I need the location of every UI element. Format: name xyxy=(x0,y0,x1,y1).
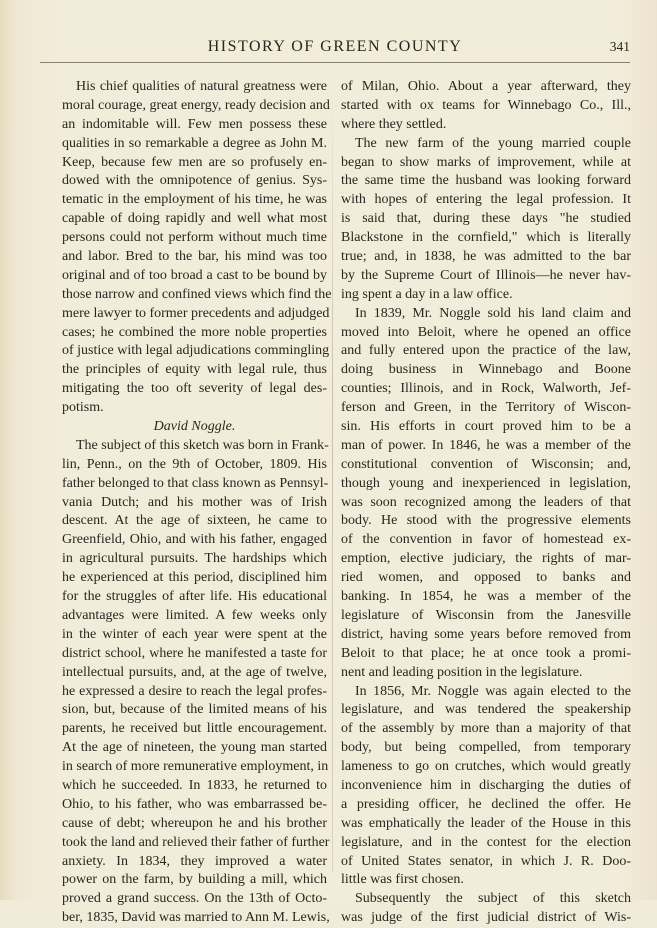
text-line: sin. His efforts in court proved him to be a xyxy=(341,419,631,435)
text-line: sion, but, because of the limited means of his xyxy=(62,702,327,718)
page-number: 341 xyxy=(609,39,630,54)
text-line: a presiding officer, he declined the offer. He xyxy=(341,796,631,812)
text-line: Beloit to that place; he at once took a promi- xyxy=(341,645,631,661)
text-line: man of power. In 1846, he was a member of the xyxy=(341,437,631,453)
text-line: took the land and relieved their father of further xyxy=(62,834,330,850)
text-line: proved a grand success. On the 13th of Octo- xyxy=(62,891,327,907)
header-rule xyxy=(40,62,630,63)
text-line: moral courage, great energy, ready decision and xyxy=(62,97,330,113)
text-line: anxiety. In 1834, they improved a water xyxy=(62,853,327,869)
text-line: in search of more remunerative employment, in xyxy=(62,759,329,775)
text-line: The subject of this sketch was born in Frank- xyxy=(76,437,329,453)
text-line: potism. xyxy=(62,400,104,416)
text-line: descent. At the age of sixteen, he came to xyxy=(62,513,327,529)
text-line: dowed with the omnipotence of genius. Sys- xyxy=(62,173,327,189)
text-line: he experienced at this period, disciplined him xyxy=(62,570,327,586)
text-line: district, having some years before removed from xyxy=(341,626,631,642)
text-line: was soon recognized among the leaders of that xyxy=(341,494,631,510)
text-line: banking. In 1854, he was a member of the xyxy=(341,589,631,605)
text-line: vania Dutch; and his mother was of Irish xyxy=(62,494,327,510)
text-line: In 1856, Mr. Noggle was again elected to the xyxy=(355,683,631,699)
text-line: in agricultural pursuits. The hardships which xyxy=(62,551,327,567)
text-line: nent and leading position in the legislature. xyxy=(341,664,583,680)
text-line: was judge of the first judicial district of Wis- xyxy=(341,910,631,926)
text-line: father belonged to that class known as Pennsyl- xyxy=(62,475,329,491)
text-line: by the Supreme Court of Illinois—he never hav- xyxy=(341,267,631,283)
text-line: of United States senator, in which J. R. Doo- xyxy=(341,853,631,869)
text-line: advantages were limited. A few weeks only xyxy=(62,607,327,623)
text-line: constitutional convention of Wisconsin; and, xyxy=(341,456,631,472)
text-line: Keep, because few men are so profusely en- xyxy=(62,154,327,170)
text-line: little was first chosen. xyxy=(341,872,464,888)
text-line: of justice with legal adjudications commingling xyxy=(62,343,330,359)
left-column xyxy=(62,78,332,928)
text-line: legislature, and in the contest for the election xyxy=(341,834,631,850)
text-line: district school, where he manifested a taste for xyxy=(62,645,327,661)
text-line: body, but being compelled, from temporary xyxy=(341,740,631,756)
text-line: of the convention in favor of homestead ex- xyxy=(341,532,631,548)
column-divider xyxy=(332,82,333,872)
text-line: cause of debt; whereupon he and his brother xyxy=(62,815,327,831)
text-line: was emphatically the leader of the House in this xyxy=(341,815,631,831)
text-line: mitigating the too oft severity of legal des- xyxy=(62,381,327,397)
text-line: ferson and Green, in the Territory of Wiscon- xyxy=(341,400,631,416)
text-line: legislature of Wisconsin from the Janesville xyxy=(341,607,631,623)
text-line: where they settled. xyxy=(341,116,447,132)
section-heading: David Noggle. xyxy=(153,419,236,435)
text-line: intellectual pursuits, and, at the age of twelve, xyxy=(62,664,327,680)
text-line: of Milan, Ohio. About a year afterward, they xyxy=(341,79,631,94)
text-line: The new farm of the young married couple xyxy=(355,135,631,151)
text-line: legislature, and was tendered the speakership xyxy=(341,702,631,718)
text-line: ried women, and opposed to banks and xyxy=(341,570,631,586)
text-line: true; and, in 1838, he was admitted to the bar xyxy=(341,249,631,265)
text-line: counties; Illinois, and in Rock, Walworth, Jef- xyxy=(341,381,631,397)
text-line: which he succeeded. In 1833, he returned to xyxy=(62,777,327,793)
text-line: started with ox teams for Winnebago Co., Ill., xyxy=(341,97,631,113)
text-line: moved into Beloit, where he opened an office xyxy=(341,324,631,340)
text-line: is said that, during these days "he studied xyxy=(341,211,631,227)
text-line: Subsequently the subject of this sketch xyxy=(355,891,631,907)
right-column xyxy=(341,78,631,928)
text-line: inconvenience him in discharging the duties of xyxy=(341,777,631,793)
text-line: emption, elective judiciary, the rights of mar- xyxy=(341,551,631,567)
text-line: in the winter of each year were spent at the xyxy=(62,626,327,642)
text-line: Greenfield, Ohio, and with his father, engaged xyxy=(62,532,327,548)
running-head-title: HISTORY OF GREEN COUNTY xyxy=(207,38,463,55)
text-line: began to show marks of improvement, while at xyxy=(341,154,631,170)
text-line: original and of too broad a cast to be bound by xyxy=(62,267,327,283)
text-line: doing business in Winnebago and Boone xyxy=(341,362,631,378)
text-line: the principles of equity with legal rule, thus xyxy=(62,362,327,378)
text-line: parents, he received but little encouragement. xyxy=(62,721,327,737)
running-head xyxy=(40,38,630,60)
text-line: ing spent a day in a law office. xyxy=(341,286,513,302)
text-line: he expressed a desire to reach the legal profes- xyxy=(62,683,327,699)
text-line: and fully entered upon the practice of the law, xyxy=(341,343,631,359)
text-line: persons could not perform without much time xyxy=(62,230,327,246)
text-line: His chief qualities of natural greatness were xyxy=(76,79,327,94)
text-line: of the assembly by more than a majority of that xyxy=(341,721,631,737)
text-line: those narrow and confined views which find the xyxy=(62,286,332,302)
text-line: lin, Penn., on the 9th of October, 1809. His xyxy=(62,456,327,472)
text-line: lameness to go on crutches, which would greatly xyxy=(341,759,631,775)
text-line: mere lawyer to former precedents and adjudged xyxy=(62,305,330,321)
text-line: Blackstone in the cornfield," which is literally xyxy=(341,230,631,246)
text-line: At the age of nineteen, the young man started xyxy=(62,740,327,756)
text-line: capable of doing rapidly and well what most xyxy=(62,211,327,227)
text-line: the same time the husband was looking forward xyxy=(341,173,631,189)
text-line: In 1839, Mr. Noggle sold his land claim and xyxy=(355,305,631,321)
text-line: and labor. Bred to the bar, his mind was too xyxy=(62,249,327,265)
text-line: with hopes of entering the legal profession. It xyxy=(341,192,631,208)
text-line: for the struggles of after life. His educational xyxy=(62,589,327,605)
text-line: an indomitable will. Few men possess these xyxy=(62,116,327,132)
text-line: power on the farm, by building a mill, which xyxy=(62,872,327,888)
text-line: qualities in so remarkable a degree as John M. xyxy=(62,135,327,151)
text-line: cases; he combined the more noble properties xyxy=(62,324,327,340)
text-line: body. He stood with the progressive elements xyxy=(341,513,631,529)
text-line: ber, 1835, David was married to Ann M. Lewis, xyxy=(62,910,330,926)
text-line: Ohio, to his father, who was embarrassed be- xyxy=(62,796,327,812)
text-line: though young and inexperienced in legislation, xyxy=(341,475,631,491)
text-line: tematic in the employment of his time, he was xyxy=(62,192,327,208)
